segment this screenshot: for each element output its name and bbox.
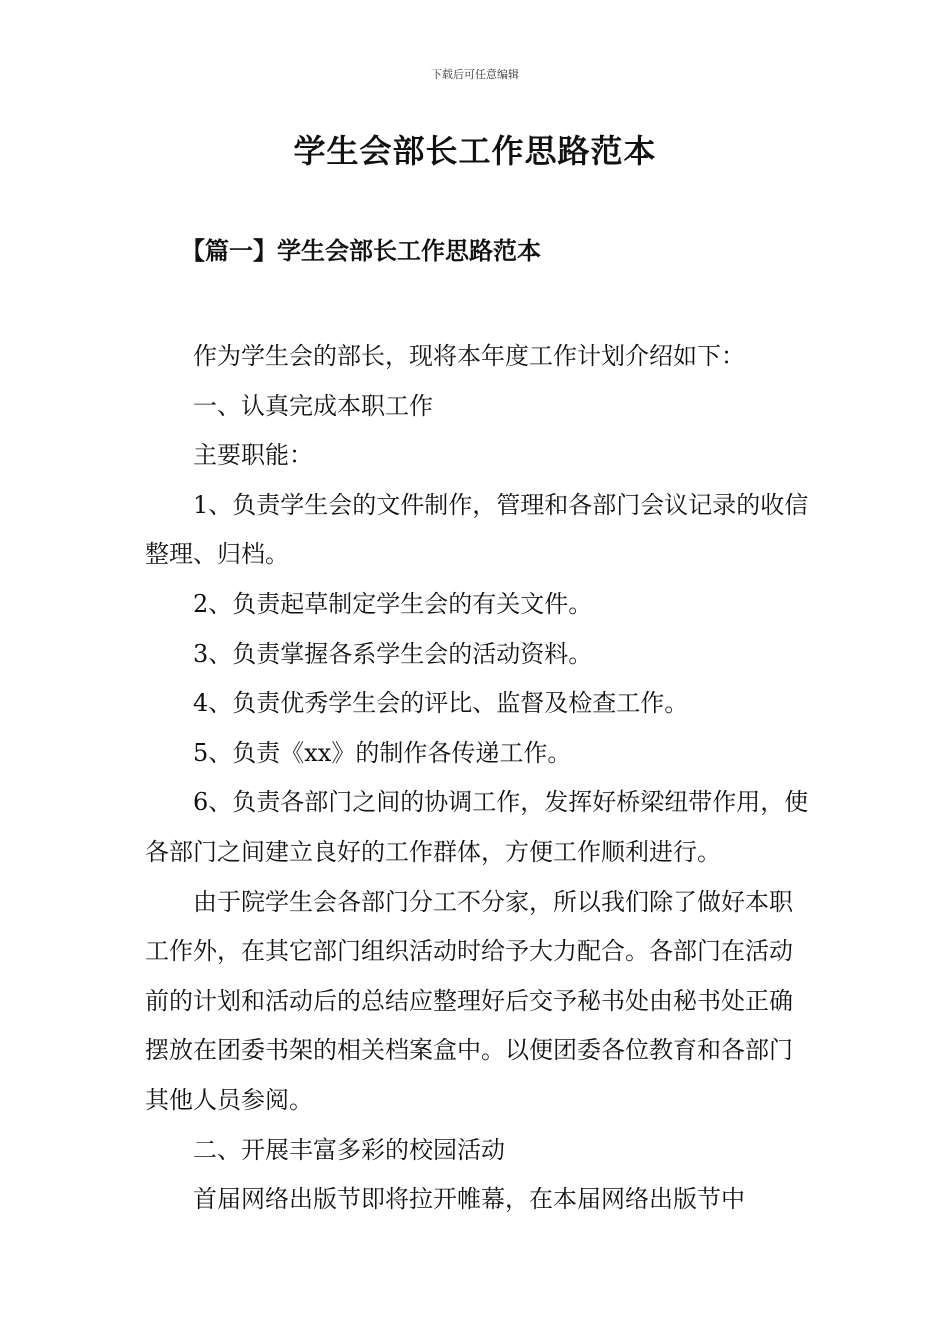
paragraph-duty-6: 6、负责各部门之间的协调工作，发挥好桥梁纽带作用，使各部门之间建立良好的工作群体，方便工作顺利进行。 xyxy=(145,788,809,866)
paragraph-section-2-heading: 二、开展丰富多彩的校园活动 xyxy=(193,1135,505,1164)
paragraph-main-duties-label: 主要职能： xyxy=(193,441,313,470)
paragraph-duty-4: 4、负责优秀学生会的评比、监督及检查工作。 xyxy=(193,689,689,718)
document-body xyxy=(145,332,810,1225)
paragraph-duty-1: 1、负责学生会的文件制作，管理和各部门会议记录的收信整理、归档。 xyxy=(145,490,809,569)
document-title: 学生会部长工作思路范本 xyxy=(293,132,657,170)
section-heading: 【篇一】学生会部长工作思路范本 xyxy=(181,236,541,265)
paragraph-intro: 作为学生会的部长，现将本年度工作计划介绍如下： xyxy=(193,342,745,370)
paragraph-duty-2: 2、负责起草制定学生会的有关文件。 xyxy=(193,589,593,618)
paragraph-cooperation: 由于院学生会各部门分工不分家，所以我们除了做好本职工作外，在其它部门组织活动时给予大力配合。各部门在活动前的计划和活动后的总结应整理好后交予秘书处由秘书处正确摆放在团委书架的相关档案盒中。以便团委各位教育和各部门其他人员参阅。 xyxy=(145,887,793,1114)
paragraph-section-1-heading: 一、认真完成本职工作 xyxy=(193,391,433,420)
paragraph-duty-5: 5、负责《xx》的制作各传递工作。 xyxy=(193,738,572,767)
paragraph-duty-3: 3、负责掌握各系学生会的活动资料。 xyxy=(193,639,593,668)
header-note: 下载后可任意编辑 xyxy=(431,68,519,81)
paragraph-publishing-festival: 首届网络出版节即将拉开帷幕，在本届网络出版节中 xyxy=(193,1185,745,1214)
